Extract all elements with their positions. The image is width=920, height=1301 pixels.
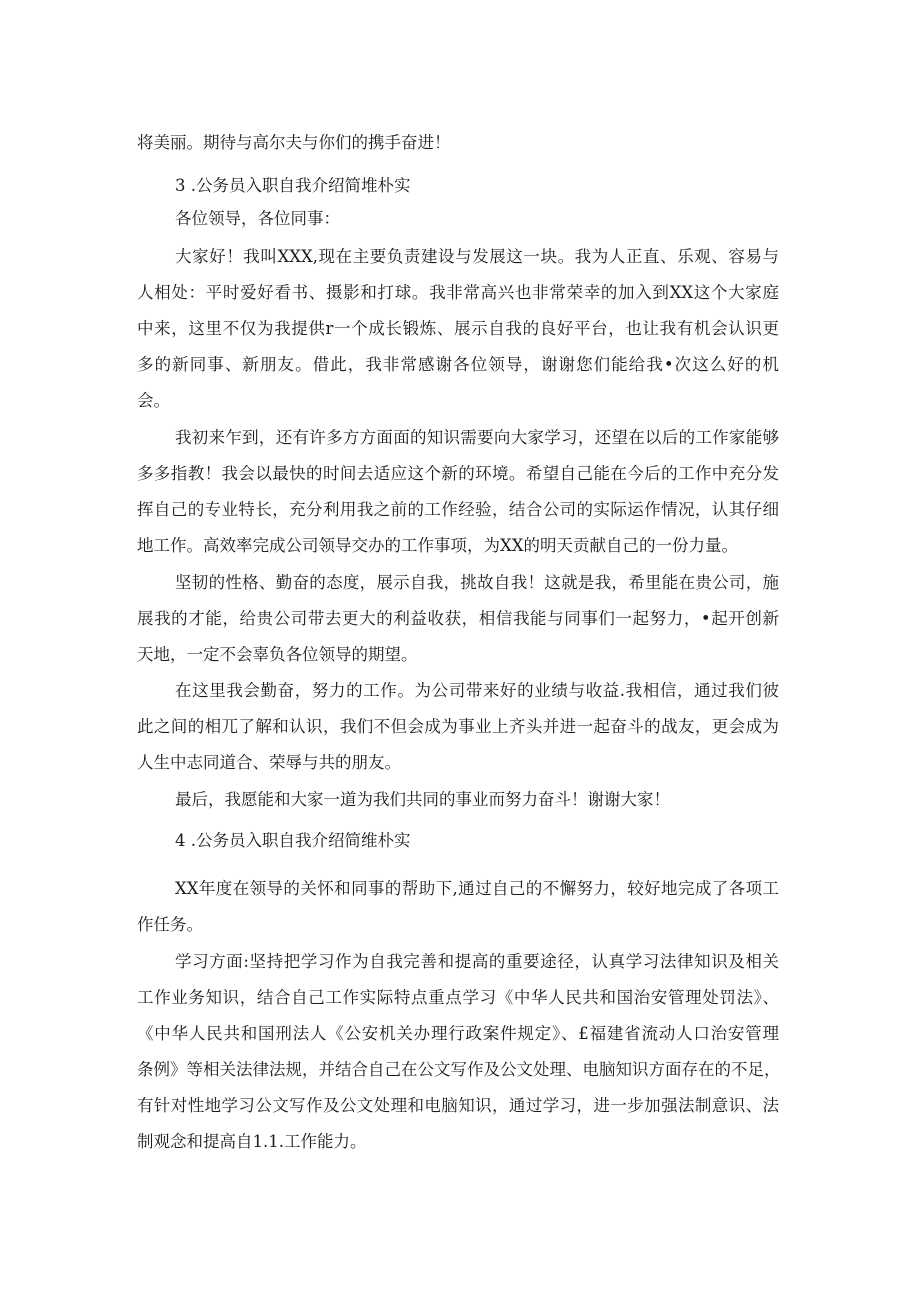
text-line-25: 《中华人民共和国刑法人《公安机关办理行政案件规定》、£福建省流动人口治安管理 bbox=[137, 1024, 779, 1043]
text-line-26: 条例》等相关法律法规，并结合自己在公文写作及公文处理、电脑知识方面存在的不足， bbox=[137, 1060, 781, 1079]
text-line-5: 人相处：平时爱好看书、摄影和打球。我非常高兴也非常荣幸的加入到XX这个大家庭 bbox=[137, 283, 779, 302]
text-line-21: XX年度在领导的关怀和同事的帮助下,通过自己的不懈努力，较好地完成了各项工 bbox=[175, 879, 779, 898]
text-line-10: 多多指教！我会以最快的时间去适应这个新的环境。希望自己能在今后的工作中充分发 bbox=[137, 464, 779, 483]
text-line-14: 展我的才能，给贵公司带去更大的利益收获，相信我能与同事们一起努力，•起开创新 bbox=[137, 609, 779, 628]
text-line-13: 坚韧的性格、勤奋的态度，展示自我，挑故自我！这就是我，希里能在贵公司，施 bbox=[175, 573, 779, 592]
text-line-15: 天地，一定不会辜负各位领导的期望。 bbox=[137, 645, 418, 664]
text-line-22: 作任务。 bbox=[137, 915, 203, 934]
text-line-1: 将美丽。期待与高尔夫与你们的携手奋进！ bbox=[137, 133, 451, 152]
text-line-19: 最后，我愿能和大家一道为我们共同的事业而努力奋斗！谢谢大家！ bbox=[175, 790, 670, 809]
text-line-23: 学习方面:坚持把学习作为自我完善和提高的重要途径，认真学习法律知识及相关 bbox=[175, 952, 779, 971]
text-line-12: 地工作。高效率完成公司领导交办的工作事项，为XX的明天贡献自己的一份力量。 bbox=[137, 536, 738, 555]
text-line-4: 大家好！我叫XXX,现在主要负责建设与发展这一块。我为人正直、乐观、容易与 bbox=[175, 247, 779, 266]
text-line-8: 会。 bbox=[137, 391, 170, 410]
text-line-18: 人生中志同道合、荣辱与共的朋友。 bbox=[137, 753, 401, 772]
section-heading-3: 3 .公务员入职自我介绍简堆朴实 bbox=[175, 176, 411, 195]
text-line-6: 中来，这里不仅为我提供r一个成长锻炼、展示自我的良好平台，也让我有机会认识更 bbox=[137, 319, 779, 338]
salutation: 各位领导，各位同事： bbox=[175, 209, 340, 228]
text-line-24: 工作业务知识，结合自己工作实际特点重点学习《中华人民共和国治安管理处罚法》、 bbox=[137, 988, 779, 1007]
text-line-27: 有针对性地学习公文写作及公文处理和电脑知识，通过学习，进一步加强法制意识、法 bbox=[137, 1096, 779, 1115]
text-line-11: 挥自己的专业特长，充分利用我之前的工作经验，结合公司的实际运作情况，认其仔细 bbox=[137, 500, 779, 519]
text-line-17: 此之间的相兀了解和认识，我们不但会成为事业上齐头并进一起奋斗的战友，更会成为 bbox=[137, 717, 779, 736]
text-line-9: 我初来乍到，还有许多方方面面的知识需要向大家学习，还望在以后的工作家能够 bbox=[175, 428, 779, 447]
text-line-28: 制观念和提高自1.1.工作能力。 bbox=[137, 1132, 367, 1151]
section-heading-4: 4 .公务员入职自我介绍简维朴实 bbox=[175, 831, 411, 850]
text-line-7: 多的新同事、新朋友。借此，我非常感谢各位领导，谢谢您们能给我•次这么好的机 bbox=[137, 355, 779, 374]
text-line-16: 在这里我会勤奋，努力的工作。为公司带来好的业绩与收益.我相信，通过我们彼 bbox=[175, 681, 779, 700]
